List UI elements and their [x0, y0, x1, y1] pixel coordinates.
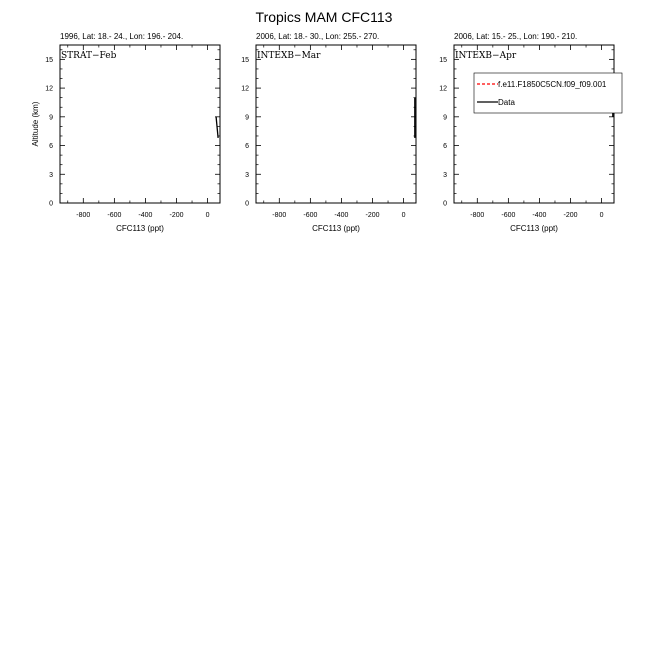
y-tick-label: 12	[241, 85, 249, 93]
x-tick-label: -400	[532, 212, 547, 219]
panel-subtitle: 2006, Lat: 15.- 25., Lon: 190.- 210.	[454, 32, 578, 41]
y-tick-label: 9	[443, 114, 447, 122]
y-tick-label: 0	[49, 200, 53, 208]
x-tick-label: -200	[563, 212, 578, 219]
x-tick-label: 0	[205, 212, 210, 219]
x-tick-label: -600	[303, 212, 318, 219]
x-tick-label: -200	[169, 212, 184, 219]
x-tick-label: -400	[138, 212, 153, 219]
x-tick-label: 0	[401, 212, 406, 219]
y-tick-label: 9	[245, 114, 249, 122]
y-tick-label: 0	[245, 200, 249, 208]
figure-title: Tropics MAM CFC113	[255, 9, 393, 25]
y-tick-label: 6	[245, 143, 249, 151]
y-tick-label: 6	[49, 143, 53, 151]
y-tick-label: 6	[443, 143, 447, 151]
y-tick-label: 12	[45, 85, 53, 93]
y-tick-label: 3	[49, 171, 53, 179]
x-tick-label: -600	[107, 212, 122, 219]
legend	[474, 73, 622, 113]
x-tick-label: -600	[501, 212, 516, 219]
y-tick-label: 3	[443, 171, 447, 179]
y-tick-label: 3	[245, 171, 249, 179]
y-tick-label: 15	[45, 56, 53, 64]
legend-label: f.e11.F1850C5CN.f09_f09.001	[498, 80, 607, 89]
x-tick-label: -800	[470, 212, 485, 219]
y-tick-label: 9	[49, 114, 53, 122]
y-tick-label: 15	[439, 56, 447, 64]
panel-tag: INTEXB−Apr	[455, 51, 517, 61]
x-axis-label: CFC113 (ppt)	[116, 224, 164, 233]
legend-label: Data	[498, 98, 515, 107]
x-tick-label: -800	[76, 212, 91, 219]
x-tick-label: -800	[272, 212, 287, 219]
legend-box	[474, 73, 622, 113]
panel-subtitle: 1996, Lat: 18.- 24., Lon: 196.- 204.	[60, 32, 184, 41]
y-axis-label: Altitude (km)	[31, 101, 40, 147]
y-tick-label: 12	[439, 85, 447, 93]
y-tick-label: 0	[443, 200, 447, 208]
panel-subtitle: 2006, Lat: 18.- 30., Lon: 255.- 270.	[256, 32, 380, 41]
panel-tag: STRAT−Feb	[61, 51, 117, 61]
x-tick-label: -200	[365, 212, 380, 219]
x-tick-label: -400	[334, 212, 349, 219]
x-axis-label: CFC113 (ppt)	[312, 224, 360, 233]
panel-tag: INTEXB−Mar	[257, 51, 321, 61]
x-tick-label: 0	[599, 212, 604, 219]
x-axis-label: CFC113 (ppt)	[510, 224, 558, 233]
y-tick-label: 15	[241, 56, 249, 64]
